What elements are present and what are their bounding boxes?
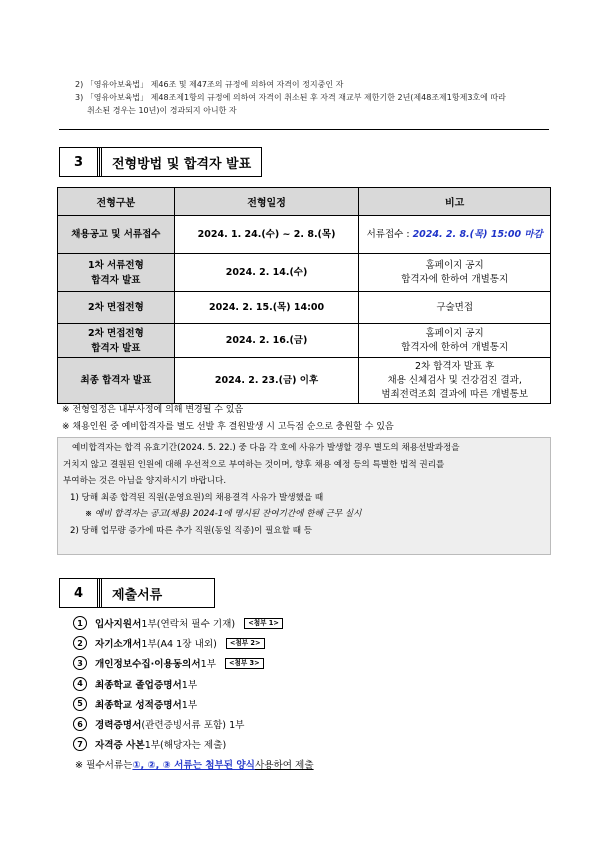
required-docs-note <box>75 754 314 774</box>
row-note <box>359 216 551 254</box>
section-number: 4 <box>59 578 97 608</box>
note-line: 홈페이지 공지 <box>425 259 484 271</box>
section-4-header <box>59 578 215 608</box>
doc-desc: 1부 <box>200 659 216 671</box>
note-line: ※ 전형일정은 내부사정에 의해 변경될 수 있음 <box>62 405 244 415</box>
doc-name: 개인정보수집·이용동의서 <box>95 659 201 671</box>
table-row <box>58 216 551 254</box>
doc-name: 자기소개서 <box>95 639 142 651</box>
top-notes <box>59 78 549 130</box>
note-line: 채용 신체검사 및 건강검진 결과, <box>387 374 522 386</box>
row-date: 2024. 2. 14.(수) <box>174 254 359 292</box>
row-date: 2024. 1. 24.(수) ~ 2. 8.(목) <box>174 216 359 254</box>
note-line: 3) 「영유아보육법」 제48조제1항의 규정에 의하여 자격이 취소된 후 자격 재교부 제한기한 2년(제48조제1항제3호에 따라 <box>75 93 506 102</box>
category-line: 합격자 발표 <box>91 274 141 286</box>
doc-name: 자격증 사본 <box>95 740 145 752</box>
column-header: 비고 <box>359 188 551 216</box>
schedule-table <box>57 187 551 404</box>
number-circle: 5 <box>73 697 87 711</box>
table-row <box>58 358 551 404</box>
note-prefix: 서류접수 : <box>366 228 413 240</box>
note-line: 범죄전력조회 결과에 따른 개별통보 <box>381 388 529 400</box>
doc-desc: 1부(A4 1장 내외) <box>141 639 217 651</box>
section-number: 3 <box>59 147 97 177</box>
column-header: 전형구분 <box>58 188 175 216</box>
list-item <box>73 653 314 673</box>
doc-desc: 1부(해당자는 제출) <box>144 740 227 752</box>
note-line: ※ 채용인원 중 예비합격자를 별도 선발 후 결원발생 시 고득점 순으로 충원할 수 있음 <box>62 422 394 432</box>
row-category: 채용공고 및 서류접수 <box>58 216 175 254</box>
doc-desc: 1부 <box>181 679 198 691</box>
doc-name: 최종학교 성적증명서 <box>95 699 182 711</box>
list-item <box>73 674 314 694</box>
table-header-row <box>58 188 551 216</box>
deadline-emphasis: 2024. 2. 8.(목) 15:00 마감 <box>412 228 543 240</box>
doc-desc: (관련증빙서류 포함) 1부 <box>141 720 245 732</box>
table-row <box>58 254 551 292</box>
section-3-header <box>59 147 262 177</box>
number-circle: 3 <box>73 656 87 670</box>
box-paragraph: 거치지 않고 결원된 인원에 대해 우선적으로 부여하는 것이며, 향후 채용 예정 등의 특별한 법적 권리를 <box>63 459 445 470</box>
final-note-suffix: 사용하여 제출 <box>254 760 314 772</box>
number-circle: 2 <box>73 636 87 650</box>
note-line: 홈페이지 공지 <box>425 327 484 339</box>
number-circle: 1 <box>73 616 87 630</box>
category-line: 2차 면접전형 <box>87 327 144 339</box>
row-date: 2024. 2. 16.(금) <box>174 324 359 358</box>
document-list <box>73 613 314 775</box>
section-title: 전형방법 및 합격자 발표 <box>101 147 262 177</box>
note-line: 합격자에 한하여 개별통지 <box>401 341 509 353</box>
reserve-candidate-box <box>57 437 551 555</box>
row-category <box>58 254 175 292</box>
list-item <box>73 734 314 754</box>
row-note <box>359 324 551 358</box>
attachment-tag: <첨부 1> <box>244 618 283 629</box>
list-item <box>73 714 314 734</box>
note-line: 취소된 경우는 10년)이 경과되지 아니한 자 <box>87 106 237 115</box>
row-note <box>359 358 551 404</box>
doc-desc: 1부 <box>181 699 198 711</box>
doc-desc: 1부(연락처 필수 기재) <box>141 619 236 631</box>
category-line: 합격자 발표 <box>91 342 141 354</box>
table-row <box>58 324 551 358</box>
table-row <box>58 292 551 324</box>
row-note: 구술면접 <box>359 292 551 324</box>
number-circle: 4 <box>73 677 87 691</box>
box-paragraph: 예비합격자는 합격 유효기간(2024. 5. 22.) 중 다음 각 호에 사유가 발생할 경우 별도의 채용선발과정을 <box>72 443 460 453</box>
row-category: 최종 합격자 발표 <box>58 358 175 404</box>
section-title: 제출서류 <box>101 578 215 608</box>
note-line: 2차 합격자 발표 후 <box>415 360 495 372</box>
schedule-notes <box>62 402 394 436</box>
list-item <box>73 613 314 633</box>
final-note-prefix: ※ 필수서류는 <box>75 760 133 772</box>
category-line: 1차 서류전형 <box>87 259 144 271</box>
box-item: 2) 당해 업무량 증가에 따른 추가 직원(동일 직종)이 필요할 때 등 <box>70 525 313 536</box>
doc-name: 최종학교 졸업증명서 <box>95 679 182 691</box>
final-note-emphasis: ①, ②, ③ 서류는 첨부된 양식 <box>132 760 255 772</box>
box-item: 1) 당해 최종 합격된 직원(운영요원)의 채용결격 사유가 발생했을 때 <box>70 492 324 503</box>
row-category <box>58 324 175 358</box>
note-line: 2) 「영유아보육법」 제46조 및 제47조의 규정에 의하여 자격이 정지중인 자 <box>75 80 344 89</box>
column-header: 전형일정 <box>174 188 359 216</box>
row-date: 2024. 2. 15.(목) 14:00 <box>174 292 359 324</box>
attachment-tag: <첨부 3> <box>225 658 264 669</box>
box-subnote: ※ 예비 합격자는 공고(채용) 2024-1에 명시된 잔여기간에 한해 근무 실시 <box>85 509 362 520</box>
doc-name: 입사지원서 <box>95 619 142 631</box>
list-item <box>73 694 314 714</box>
list-item <box>73 633 314 653</box>
attachment-tag: <첨부 2> <box>226 638 265 649</box>
number-circle: 6 <box>73 717 87 731</box>
row-category: 2차 면접전형 <box>58 292 175 324</box>
number-circle: 7 <box>73 737 87 751</box>
box-paragraph: 부여하는 것은 아님을 양지하시기 바랍니다. <box>63 476 227 487</box>
row-note <box>359 254 551 292</box>
doc-name: 경력증명서 <box>95 720 142 732</box>
row-date: 2024. 2. 23.(금) 이후 <box>174 358 359 404</box>
note-line: 합격자에 한하여 개별통지 <box>401 273 509 285</box>
